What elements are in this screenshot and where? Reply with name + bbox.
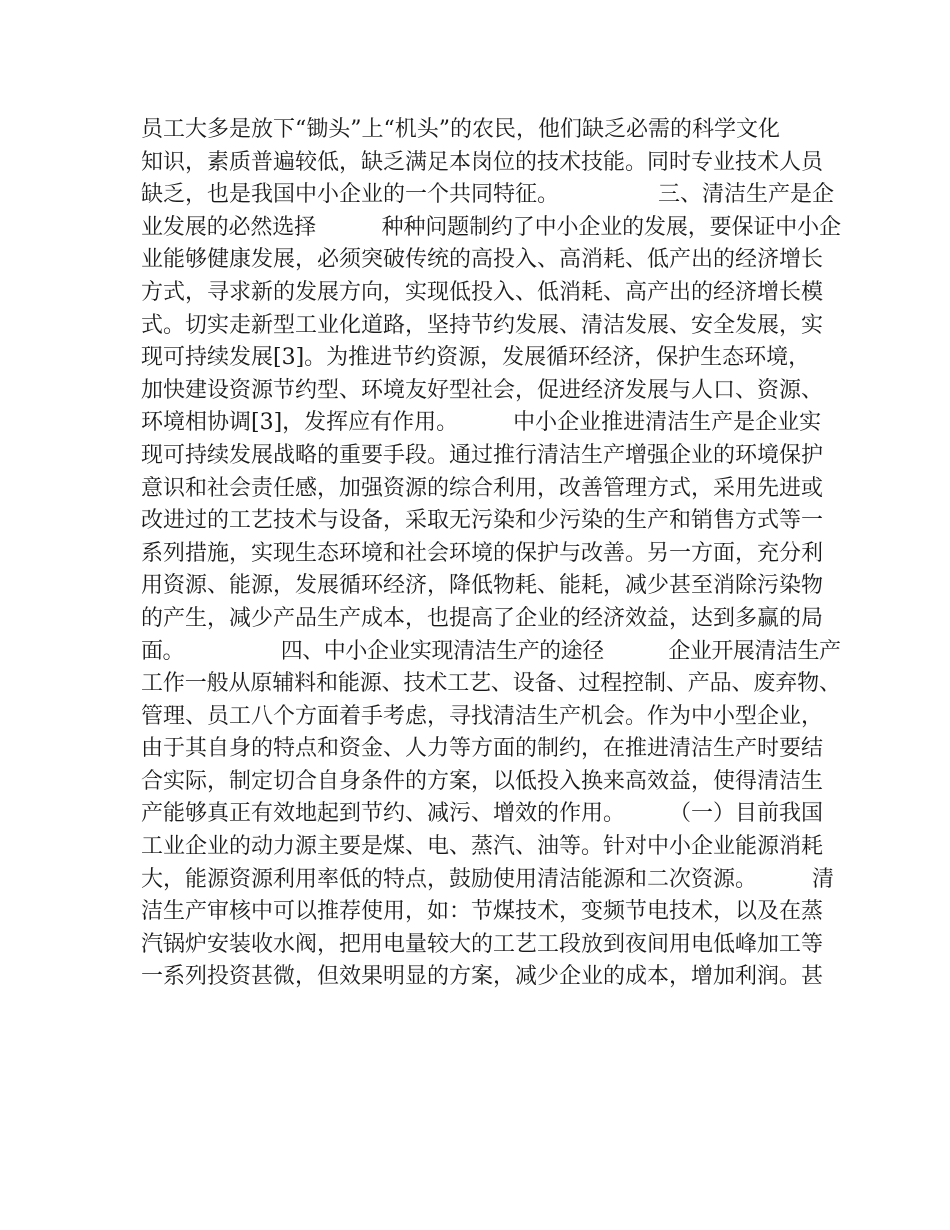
text-line: 大，能源资源利用率低的特点，鼓励使用清洁能源和二次资源。 清 — [141, 866, 835, 892]
text-line: 的产生，减少产品生产成本，也提高了企业的经济效益，达到多赢的局 — [141, 605, 824, 631]
text-line: 业发展的必然选择 种种问题制约了中小企业的发展，要保证中小企 — [141, 214, 841, 240]
text-line: 方式，寻求新的发展方向，实现低投入、低消耗、高产出的经济增长模 — [141, 279, 824, 305]
text-line: 现可持续发展战略的重要手段。通过推行清洁生产增强企业的环境保护 — [141, 442, 824, 468]
text-line: 式。切实走新型工业化道路，坚持节约发展、清洁发展、安全发展，实 — [141, 312, 824, 338]
text-line: 产能够真正有效地起到节约、减污、增效的作用。 （一）目前我国 — [141, 801, 824, 827]
body-text — [141, 114, 841, 994]
text-line: 汽锅炉安装收水阀，把用电量较大的工艺工段放到夜间用电低峰加工等 — [141, 931, 824, 957]
text-line: 环境相协调[3]，发挥应有作用。 中小企业推进清洁生产是企业实 — [141, 410, 822, 436]
text-line: 工业企业的动力源主要是煤、电、蒸汽、油等。针对中小企业能源消耗 — [141, 834, 824, 860]
text-line: 面。 四、中小企业实现清洁生产的途径 企业开展清洁生产 — [141, 638, 841, 664]
text-line: 管理、员工八个方面着手考虑，寻找清洁生产机会。作为中小型企业， — [141, 703, 824, 729]
text-line: 合实际，制定切合自身条件的方案，以低投入换来高效益，使得清洁生 — [141, 768, 824, 794]
text-line: 知识，素质普遍较低，缺乏满足本岗位的技术技能。同时专业技术人员 — [141, 149, 824, 175]
text-line: 由于其自身的特点和资金、人力等方面的制约，在推进清洁生产时要结 — [141, 736, 824, 762]
text-line: 员工大多是放下“锄头”上“机头”的农民，他们缺乏必需的科学文化 — [141, 117, 780, 142]
text-line: 系列措施，实现生态环境和社会环境的保护与改善。另一方面，充分利 — [141, 540, 824, 566]
text-line: 业能够健康发展，必须突破传统的高投入、高消耗、低产出的经济增长 — [141, 247, 824, 273]
text-line: 加快建设资源节约型、环境友好型社会，促进经济发展与人口、资源、 — [141, 377, 824, 403]
text-line: 一系列投资甚微，但效果明显的方案，减少企业的成本，增加利润。甚 — [141, 964, 824, 990]
text-line: 工作一般从原辅料和能源、技术工艺、设备、过程控制、产品、废弃物、 — [141, 671, 841, 697]
text-line: 改进过的工艺技术与设备，采取无污染和少污染的生产和销售方式等一 — [141, 508, 824, 534]
text-line: 用资源、能源，发展循环经济，降低物耗、能耗，减少甚至消除污染物 — [141, 573, 824, 599]
text-line: 意识和社会责任感，加强资源的综合利用，改善管理方式，采用先进或 — [141, 475, 824, 501]
text-line: 洁生产审核中可以推荐使用，如：节煤技术，变频节电技术，以及在蒸 — [141, 899, 824, 925]
text-line: 现可持续发展[3]。为推进节约资源，发展循环经济，保护生态环境， — [141, 345, 811, 371]
text-line: 缺乏，也是我国中小企业的一个共同特征。 三、清洁生产是企 — [141, 182, 835, 208]
